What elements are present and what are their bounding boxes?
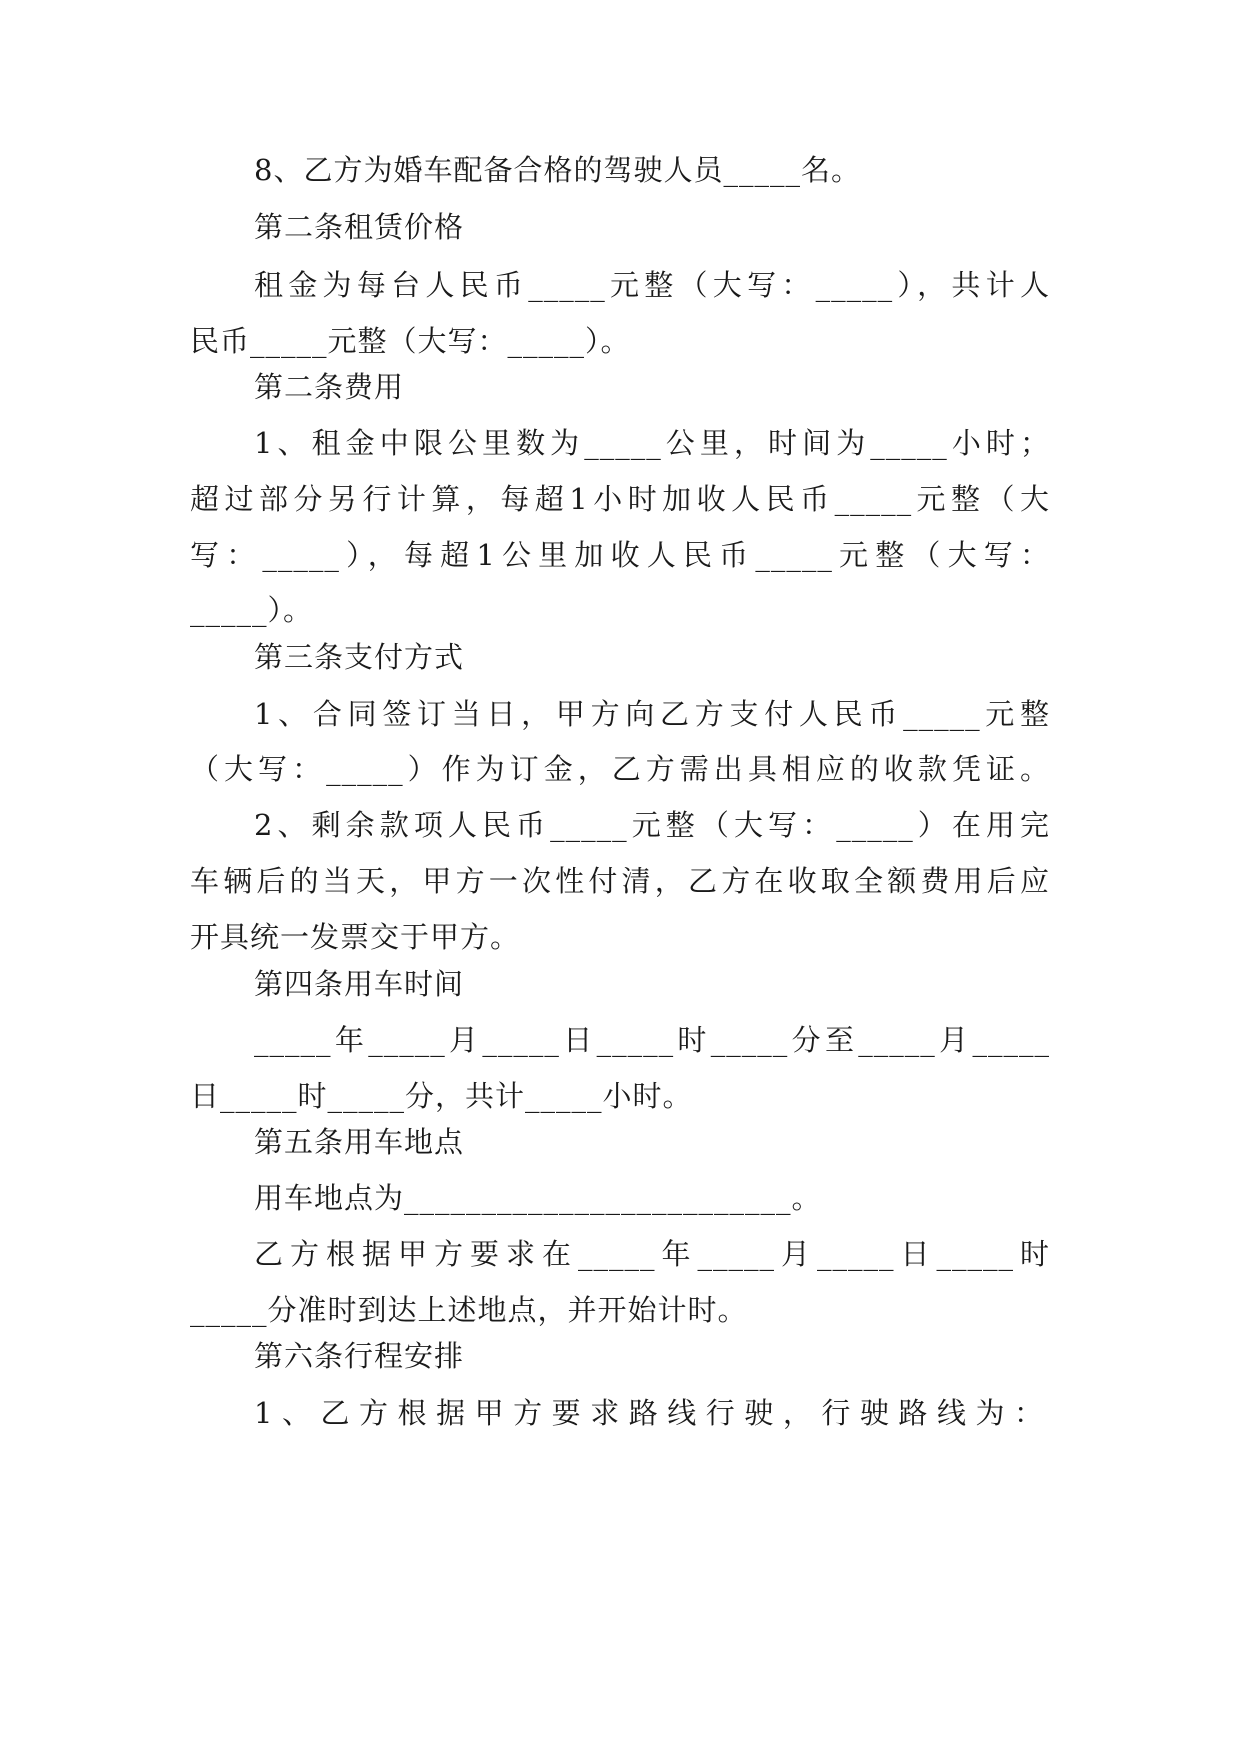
- paragraph-line: 日_____时_____分，共计_____小时。: [190, 1079, 693, 1113]
- paragraph-line: 民币_____元整（大写：_____）。: [190, 324, 631, 358]
- heading-itinerary: 第六条行程安排: [254, 1339, 465, 1373]
- paragraph-line: 写：_____），每超1公里加收人民币_____元整（大写：: [190, 538, 1050, 572]
- paragraph-line: 超过部分另行计算，每超1小时加收人民币_____元整（大: [190, 482, 1050, 516]
- paragraph-line: 用车地点为_________________________。: [254, 1181, 822, 1215]
- heading-usage-time: 第四条用车时间: [254, 967, 465, 1001]
- paragraph-line: _____年_____月_____日_____时_____分至_____月_____: [254, 1023, 1050, 1057]
- heading-payment-method: 第三条支付方式: [254, 640, 465, 674]
- heading-rental-price: 第二条租赁价格: [254, 210, 465, 244]
- paragraph-line: 1、租金中限公里数为_____公里，时间为_____小时；: [254, 426, 1050, 460]
- paragraph-line: 车辆后的当天，甲方一次性付清，乙方在收取全额费用后应: [190, 864, 1050, 898]
- paragraph-line: 开具统一发票交于甲方。: [190, 920, 521, 954]
- paragraph-line: 1、乙方根据甲方要求路线行驶，行驶路线为：: [254, 1396, 1050, 1430]
- paragraph-line: 租金为每台人民币_____元整（大写：_____），共计人: [254, 268, 1050, 302]
- heading-usage-location: 第五条用车地点: [254, 1125, 465, 1159]
- heading-fees: 第二条费用: [254, 370, 405, 404]
- paragraph-line: _____分准时到达上述地点，并开始计时。: [190, 1293, 748, 1327]
- clause-driver-count: 8、乙方为婚车配备合格的驾驶人员_____名。: [254, 153, 861, 187]
- paragraph-line: 乙方根据甲方要求在_____年_____月_____日_____时: [254, 1237, 1050, 1271]
- paragraph-line: （大写：_____）作为订金，乙方需出具相应的收款凭证。: [190, 752, 1050, 786]
- paragraph-line: 2、剩余款项人民币_____元整（大写：_____）在用完: [254, 808, 1050, 842]
- paragraph-line: _____）。: [190, 593, 314, 627]
- paragraph-line: 1、合同签订当日，甲方向乙方支付人民币_____元整: [254, 697, 1050, 731]
